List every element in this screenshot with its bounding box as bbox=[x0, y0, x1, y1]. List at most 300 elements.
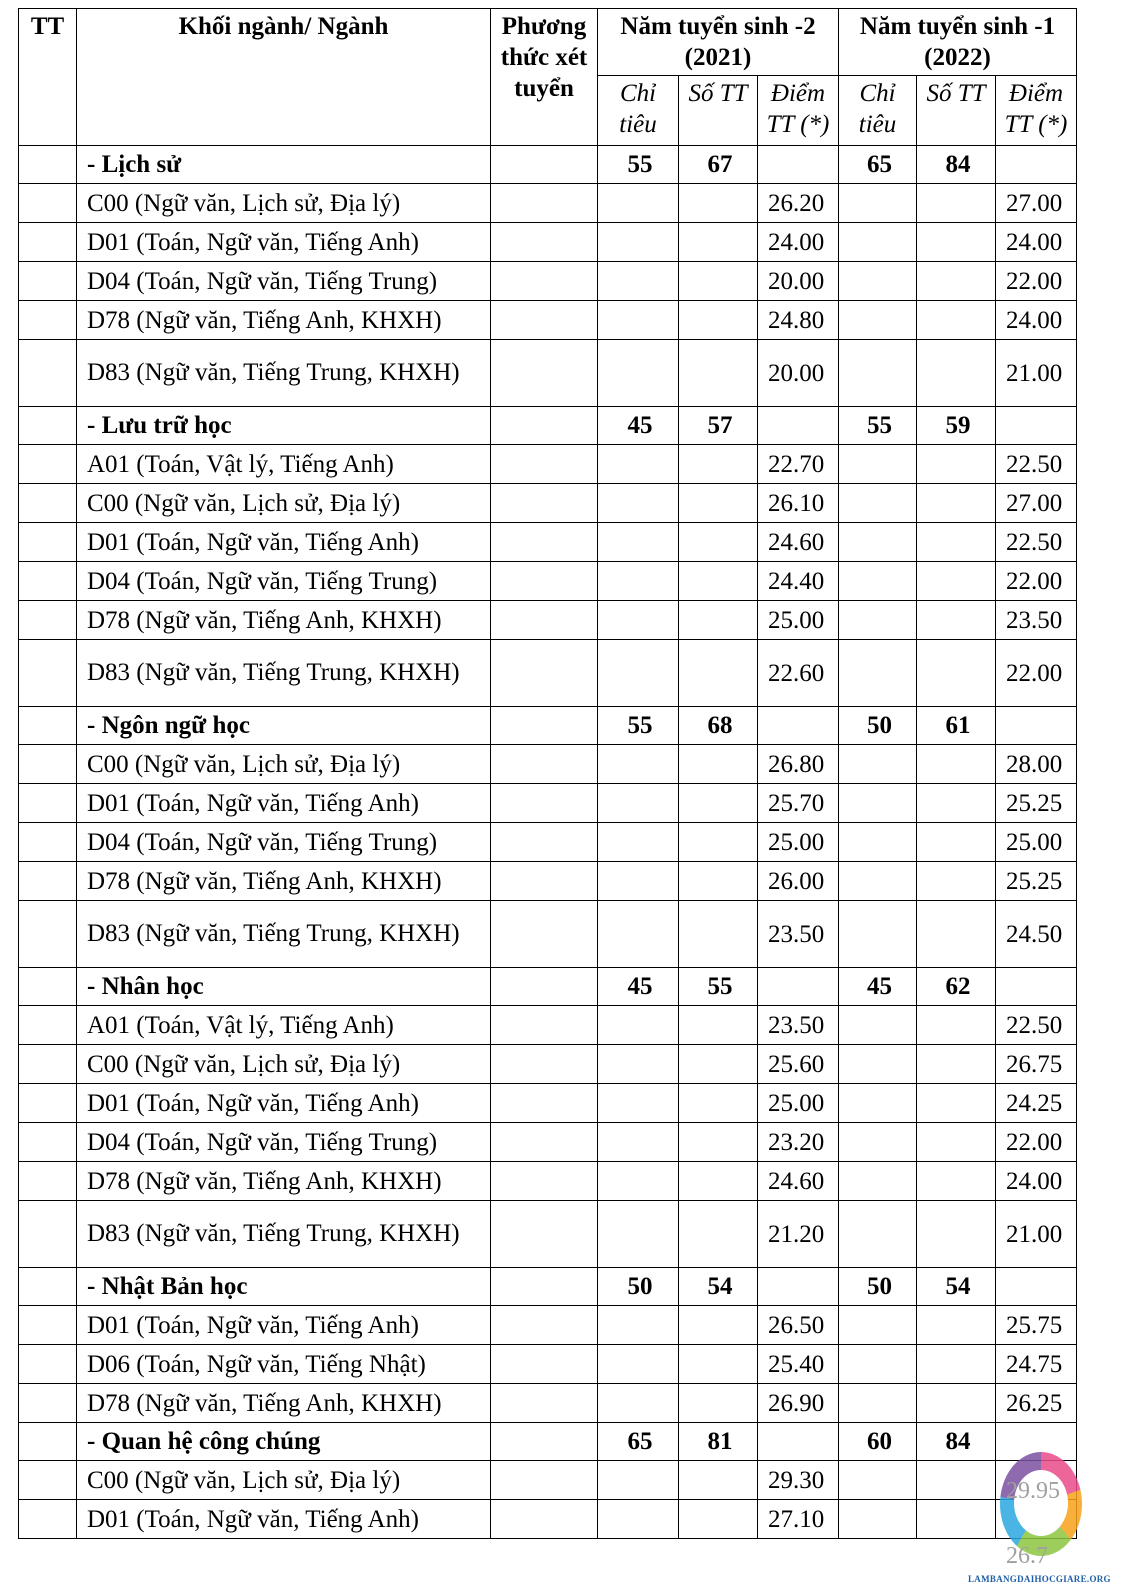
method-cell bbox=[491, 1162, 598, 1201]
watermark: LAMBANGDAIHOCGIARE.ORG bbox=[968, 1574, 1111, 1584]
diem-tt-2022-cell: 22.00 bbox=[996, 262, 1077, 301]
tt-cell bbox=[19, 707, 77, 745]
diem-tt-2022-cell bbox=[996, 146, 1077, 184]
diem-tt-2021-cell: 25.40 bbox=[758, 1345, 839, 1384]
name-cell: D04 (Toán, Ngữ văn, Tiếng Trung) bbox=[77, 823, 491, 862]
chi-tieu-2022-cell bbox=[839, 562, 917, 601]
tt-cell bbox=[19, 1345, 77, 1384]
method-cell bbox=[491, 262, 598, 301]
method-cell bbox=[491, 1268, 598, 1306]
chi-tieu-2022-cell bbox=[839, 523, 917, 562]
tt-cell bbox=[19, 1423, 77, 1461]
name-cell: D01 (Toán, Ngữ văn, Tiếng Anh) bbox=[77, 784, 491, 823]
so-tt-2021-cell bbox=[679, 562, 758, 601]
combination-row bbox=[19, 640, 1077, 707]
tt-cell bbox=[19, 1268, 77, 1306]
name-cell: D04 (Toán, Ngữ văn, Tiếng Trung) bbox=[77, 1123, 491, 1162]
name-cell: C00 (Ngữ văn, Lịch sử, Địa lý) bbox=[77, 1461, 491, 1500]
chi-tieu-2021-cell bbox=[598, 784, 679, 823]
chi-tieu-2021-cell bbox=[598, 1162, 679, 1201]
major-row bbox=[19, 146, 1077, 184]
chi-tieu-2022-cell: 45 bbox=[839, 968, 917, 1006]
header-chi-tieu-2021: Chỉ tiêu bbox=[598, 76, 679, 146]
tt-cell bbox=[19, 1306, 77, 1345]
so-tt-2021-cell bbox=[679, 484, 758, 523]
diem-tt-2022-cell: 24.25 bbox=[996, 1084, 1077, 1123]
name-cell: D01 (Toán, Ngữ văn, Tiếng Anh) bbox=[77, 1084, 491, 1123]
name-cell: C00 (Ngữ văn, Lịch sử, Địa lý) bbox=[77, 184, 491, 223]
combination-row bbox=[19, 1306, 1077, 1345]
major-row bbox=[19, 1268, 1077, 1306]
method-cell bbox=[491, 1006, 598, 1045]
diem-tt-2021-cell bbox=[758, 707, 839, 745]
so-tt-2021-cell bbox=[679, 745, 758, 784]
diem-tt-2021-cell: 26.20 bbox=[758, 184, 839, 223]
so-tt-2022-cell bbox=[917, 523, 996, 562]
tt-cell bbox=[19, 823, 77, 862]
chi-tieu-2022-cell: 55 bbox=[839, 407, 917, 445]
diem-tt-2022-cell: 22.50 bbox=[996, 523, 1077, 562]
chi-tieu-2021-cell bbox=[598, 823, 679, 862]
chi-tieu-2022-cell bbox=[839, 184, 917, 223]
header-diem-tt-2021: Điểm TT (*) bbox=[758, 76, 839, 146]
name-cell: C00 (Ngữ văn, Lịch sử, Địa lý) bbox=[77, 484, 491, 523]
diem-tt-2022-cell: 24.00 bbox=[996, 1162, 1077, 1201]
so-tt-2021-cell bbox=[679, 1123, 758, 1162]
chi-tieu-2021-cell bbox=[598, 301, 679, 340]
so-tt-2021-cell bbox=[679, 901, 758, 968]
header-year-2021: Năm tuyển sinh -2 (2021) bbox=[598, 9, 839, 76]
chi-tieu-2022-cell bbox=[839, 1384, 917, 1423]
tt-cell bbox=[19, 640, 77, 707]
name-cell: D78 (Ngữ văn, Tiếng Anh, KHXH) bbox=[77, 601, 491, 640]
chi-tieu-2021-cell bbox=[598, 184, 679, 223]
header-so-tt-2021: Số TT bbox=[679, 76, 758, 146]
name-cell: D01 (Toán, Ngữ văn, Tiếng Anh) bbox=[77, 1500, 491, 1539]
so-tt-2022-cell bbox=[917, 901, 996, 968]
chi-tieu-2022-cell bbox=[839, 1461, 917, 1500]
tt-cell bbox=[19, 784, 77, 823]
header-chi-tieu-2022: Chỉ tiêu bbox=[839, 76, 917, 146]
name-cell: D83 (Ngữ văn, Tiếng Trung, KHXH) bbox=[77, 901, 491, 968]
chi-tieu-2022-cell bbox=[839, 784, 917, 823]
so-tt-2022-cell bbox=[917, 1045, 996, 1084]
combination-row bbox=[19, 262, 1077, 301]
chi-tieu-2022-cell bbox=[839, 601, 917, 640]
name-cell: A01 (Toán, Vật lý, Tiếng Anh) bbox=[77, 445, 491, 484]
chi-tieu-2022-cell: 60 bbox=[839, 1423, 917, 1461]
diem-tt-2022-cell: 22.00 bbox=[996, 562, 1077, 601]
diem-tt-2021-cell: 25.70 bbox=[758, 784, 839, 823]
diem-tt-2022-cell: 22.00 bbox=[996, 640, 1077, 707]
chi-tieu-2022-cell bbox=[839, 262, 917, 301]
chi-tieu-2021-cell: 55 bbox=[598, 146, 679, 184]
chi-tieu-2021-cell bbox=[598, 523, 679, 562]
chi-tieu-2021-cell bbox=[598, 484, 679, 523]
name-cell: - Nhật Bản học bbox=[77, 1268, 491, 1306]
method-cell bbox=[491, 146, 598, 184]
so-tt-2021-cell: 54 bbox=[679, 1268, 758, 1306]
so-tt-2022-cell bbox=[917, 445, 996, 484]
diem-tt-2021-cell: 24.80 bbox=[758, 301, 839, 340]
diem-tt-2021-cell: 25.00 bbox=[758, 1084, 839, 1123]
so-tt-2022-cell bbox=[917, 1306, 996, 1345]
combination-row bbox=[19, 523, 1077, 562]
diem-tt-2022-cell: 28.00 bbox=[996, 745, 1077, 784]
method-cell bbox=[491, 445, 598, 484]
so-tt-2022-cell bbox=[917, 262, 996, 301]
so-tt-2022-cell bbox=[917, 862, 996, 901]
name-cell: D78 (Ngữ văn, Tiếng Anh, KHXH) bbox=[77, 301, 491, 340]
tt-cell bbox=[19, 184, 77, 223]
name-cell: D78 (Ngữ văn, Tiếng Anh, KHXH) bbox=[77, 1162, 491, 1201]
name-cell: D78 (Ngữ văn, Tiếng Anh, KHXH) bbox=[77, 1384, 491, 1423]
table-body bbox=[19, 146, 1077, 1539]
diem-tt-2021-cell: 22.60 bbox=[758, 640, 839, 707]
so-tt-2022-cell: 59 bbox=[917, 407, 996, 445]
diem-tt-2021-cell bbox=[758, 407, 839, 445]
method-cell bbox=[491, 1423, 598, 1461]
diem-tt-2021-cell: 24.60 bbox=[758, 523, 839, 562]
method-cell bbox=[491, 707, 598, 745]
so-tt-2022-cell bbox=[917, 640, 996, 707]
name-cell: A01 (Toán, Vật lý, Tiếng Anh) bbox=[77, 1006, 491, 1045]
name-cell: C00 (Ngữ văn, Lịch sử, Địa lý) bbox=[77, 1045, 491, 1084]
tt-cell bbox=[19, 301, 77, 340]
method-cell bbox=[491, 968, 598, 1006]
name-cell: D01 (Toán, Ngữ văn, Tiếng Anh) bbox=[77, 223, 491, 262]
tt-cell bbox=[19, 968, 77, 1006]
header-diem-tt-2022: Điểm TT (*) bbox=[996, 76, 1077, 146]
diem-tt-2022-cell: 26.25 bbox=[996, 1384, 1077, 1423]
chi-tieu-2021-cell bbox=[598, 901, 679, 968]
chi-tieu-2022-cell bbox=[839, 340, 917, 407]
so-tt-2022-cell bbox=[917, 745, 996, 784]
tt-cell bbox=[19, 1162, 77, 1201]
diem-tt-2022-cell: 21.00 bbox=[996, 1201, 1077, 1268]
name-cell: - Ngôn ngữ học bbox=[77, 707, 491, 745]
chi-tieu-2022-cell bbox=[839, 640, 917, 707]
method-cell bbox=[491, 823, 598, 862]
tt-cell bbox=[19, 223, 77, 262]
diem-tt-2021-cell: 24.40 bbox=[758, 562, 839, 601]
so-tt-2022-cell: 54 bbox=[917, 1268, 996, 1306]
so-tt-2021-cell bbox=[679, 1461, 758, 1500]
so-tt-2021-cell bbox=[679, 640, 758, 707]
so-tt-2022-cell bbox=[917, 1345, 996, 1384]
combination-row bbox=[19, 901, 1077, 968]
so-tt-2021-cell: 55 bbox=[679, 968, 758, 1006]
chi-tieu-2022-cell bbox=[839, 223, 917, 262]
diem-tt-2021-cell: 23.50 bbox=[758, 901, 839, 968]
diem-tt-2022-cell: 27.00 bbox=[996, 484, 1077, 523]
so-tt-2022-cell: 84 bbox=[917, 1423, 996, 1461]
so-tt-2022-cell: 62 bbox=[917, 968, 996, 1006]
diem-tt-2022-cell bbox=[996, 407, 1077, 445]
diem-tt-2021-cell: 23.20 bbox=[758, 1123, 839, 1162]
chi-tieu-2021-cell bbox=[598, 1201, 679, 1268]
combination-row bbox=[19, 445, 1077, 484]
tt-cell bbox=[19, 862, 77, 901]
combination-row bbox=[19, 223, 1077, 262]
name-cell: D83 (Ngữ văn, Tiếng Trung, KHXH) bbox=[77, 640, 491, 707]
method-cell bbox=[491, 640, 598, 707]
name-cell: D83 (Ngữ văn, Tiếng Trung, KHXH) bbox=[77, 340, 491, 407]
diem-tt-2022-cell: 24.00 bbox=[996, 301, 1077, 340]
combination-row bbox=[19, 301, 1077, 340]
chi-tieu-2022-cell bbox=[839, 1201, 917, 1268]
chi-tieu-2022-cell bbox=[839, 445, 917, 484]
header-year-2022: Năm tuyển sinh -1 (2022) bbox=[839, 9, 1077, 76]
method-cell bbox=[491, 523, 598, 562]
diem-tt-2021-cell: 26.80 bbox=[758, 745, 839, 784]
diem-tt-2021-cell: 20.00 bbox=[758, 340, 839, 407]
so-tt-2022-cell bbox=[917, 562, 996, 601]
chi-tieu-2022-cell bbox=[839, 484, 917, 523]
diem-tt-2021-cell bbox=[758, 146, 839, 184]
chi-tieu-2021-cell bbox=[598, 1084, 679, 1123]
combination-row bbox=[19, 1045, 1077, 1084]
combination-row bbox=[19, 484, 1077, 523]
tt-cell bbox=[19, 1084, 77, 1123]
tt-cell bbox=[19, 262, 77, 301]
chi-tieu-2021-cell bbox=[598, 1500, 679, 1539]
diem-tt-2021-cell: 25.60 bbox=[758, 1045, 839, 1084]
method-cell bbox=[491, 562, 598, 601]
name-cell: - Lịch sử bbox=[77, 146, 491, 184]
combination-row bbox=[19, 823, 1077, 862]
diem-tt-2022-cell: 23.50 bbox=[996, 601, 1077, 640]
major-row bbox=[19, 968, 1077, 1006]
chi-tieu-2021-cell bbox=[598, 262, 679, 301]
diem-tt-2021-cell: 26.90 bbox=[758, 1384, 839, 1423]
combination-row bbox=[19, 784, 1077, 823]
tt-cell bbox=[19, 340, 77, 407]
so-tt-2021-cell bbox=[679, 1084, 758, 1123]
chi-tieu-2021-cell bbox=[598, 445, 679, 484]
so-tt-2022-cell bbox=[917, 1461, 996, 1500]
so-tt-2022-cell bbox=[917, 784, 996, 823]
tt-cell bbox=[19, 745, 77, 784]
name-cell: - Quan hệ công chúng bbox=[77, 1423, 491, 1461]
diem-tt-2022-cell: 22.50 bbox=[996, 445, 1077, 484]
diem-tt-2021-cell: 24.60 bbox=[758, 1162, 839, 1201]
so-tt-2021-cell bbox=[679, 340, 758, 407]
diem-tt-2022-cell: 24.00 bbox=[996, 223, 1077, 262]
chi-tieu-2021-cell bbox=[598, 223, 679, 262]
chi-tieu-2021-cell bbox=[598, 1045, 679, 1084]
chi-tieu-2022-cell bbox=[839, 1162, 917, 1201]
diem-tt-2022-cell: 24.50 bbox=[996, 901, 1077, 968]
diem-tt-2021-cell: 21.20 bbox=[758, 1201, 839, 1268]
diem-tt-2021-cell: 27.10 bbox=[758, 1500, 839, 1539]
method-cell bbox=[491, 862, 598, 901]
chi-tieu-2021-cell bbox=[598, 745, 679, 784]
diem-tt-2022-cell bbox=[996, 707, 1077, 745]
chi-tieu-2021-cell bbox=[598, 601, 679, 640]
so-tt-2022-cell bbox=[917, 1500, 996, 1539]
diem-tt-2022-cell: 27.00 bbox=[996, 184, 1077, 223]
method-cell bbox=[491, 601, 598, 640]
diem-tt-2022-cell bbox=[996, 968, 1077, 1006]
diem-tt-2021-cell: 20.00 bbox=[758, 262, 839, 301]
diem-tt-2021-cell: 25.00 bbox=[758, 823, 839, 862]
so-tt-2021-cell bbox=[679, 223, 758, 262]
so-tt-2021-cell: 67 bbox=[679, 146, 758, 184]
so-tt-2022-cell bbox=[917, 223, 996, 262]
admission-score-table bbox=[18, 8, 1077, 1539]
diem-tt-2021-cell: 23.50 bbox=[758, 1006, 839, 1045]
tt-cell bbox=[19, 1201, 77, 1268]
chi-tieu-2021-cell: 45 bbox=[598, 407, 679, 445]
so-tt-2021-cell bbox=[679, 1162, 758, 1201]
so-tt-2021-cell bbox=[679, 862, 758, 901]
chi-tieu-2021-cell bbox=[598, 1306, 679, 1345]
combination-row bbox=[19, 184, 1077, 223]
tt-cell bbox=[19, 601, 77, 640]
so-tt-2022-cell bbox=[917, 823, 996, 862]
so-tt-2021-cell bbox=[679, 184, 758, 223]
name-cell: D01 (Toán, Ngữ văn, Tiếng Anh) bbox=[77, 1306, 491, 1345]
chi-tieu-2021-cell: 65 bbox=[598, 1423, 679, 1461]
diem-tt-2022-cell: 25.25 bbox=[996, 862, 1077, 901]
method-cell bbox=[491, 1461, 598, 1500]
so-tt-2021-cell bbox=[679, 301, 758, 340]
major-row bbox=[19, 407, 1077, 445]
method-cell bbox=[491, 1201, 598, 1268]
so-tt-2022-cell bbox=[917, 340, 996, 407]
method-cell bbox=[491, 1500, 598, 1539]
method-cell bbox=[491, 901, 598, 968]
combination-row bbox=[19, 1201, 1077, 1268]
chi-tieu-2022-cell: 50 bbox=[839, 1268, 917, 1306]
tt-cell bbox=[19, 445, 77, 484]
chi-tieu-2021-cell: 55 bbox=[598, 707, 679, 745]
name-cell: D78 (Ngữ văn, Tiếng Anh, KHXH) bbox=[77, 862, 491, 901]
combination-row bbox=[19, 340, 1077, 407]
diem-tt-2022-cell: 25.75 bbox=[996, 1306, 1077, 1345]
combination-row bbox=[19, 1006, 1077, 1045]
so-tt-2022-cell: 61 bbox=[917, 707, 996, 745]
header-major: Khối ngành/ Ngành bbox=[77, 9, 491, 146]
chi-tieu-2021-cell bbox=[598, 1384, 679, 1423]
chi-tieu-2022-cell bbox=[839, 1006, 917, 1045]
so-tt-2021-cell bbox=[679, 1500, 758, 1539]
tt-cell bbox=[19, 1045, 77, 1084]
chi-tieu-2021-cell bbox=[598, 1345, 679, 1384]
so-tt-2021-cell bbox=[679, 1345, 758, 1384]
method-cell bbox=[491, 407, 598, 445]
chi-tieu-2021-cell bbox=[598, 1461, 679, 1500]
chi-tieu-2022-cell bbox=[839, 823, 917, 862]
tt-cell bbox=[19, 484, 77, 523]
so-tt-2021-cell bbox=[679, 601, 758, 640]
tt-cell bbox=[19, 146, 77, 184]
chi-tieu-2022-cell bbox=[839, 901, 917, 968]
method-cell bbox=[491, 184, 598, 223]
diem-tt-2021-cell: 25.00 bbox=[758, 601, 839, 640]
chi-tieu-2022-cell bbox=[839, 745, 917, 784]
diem-tt-2022-cell: 25.25 bbox=[996, 784, 1077, 823]
chi-tieu-2022-cell bbox=[839, 862, 917, 901]
combination-row bbox=[19, 1123, 1077, 1162]
tt-cell bbox=[19, 1500, 77, 1539]
diem-tt-2021-cell: 26.00 bbox=[758, 862, 839, 901]
so-tt-2021-cell bbox=[679, 1384, 758, 1423]
so-tt-2021-cell bbox=[679, 823, 758, 862]
method-cell bbox=[491, 1345, 598, 1384]
method-cell bbox=[491, 1045, 598, 1084]
tt-cell bbox=[19, 1006, 77, 1045]
diem-tt-2021-cell bbox=[758, 1268, 839, 1306]
header-tt: TT bbox=[19, 9, 77, 146]
so-tt-2022-cell bbox=[917, 1201, 996, 1268]
combination-row bbox=[19, 1500, 1077, 1539]
so-tt-2021-cell bbox=[679, 1201, 758, 1268]
so-tt-2022-cell bbox=[917, 1084, 996, 1123]
so-tt-2022-cell bbox=[917, 1123, 996, 1162]
so-tt-2021-cell: 57 bbox=[679, 407, 758, 445]
so-tt-2021-cell bbox=[679, 445, 758, 484]
combination-row bbox=[19, 862, 1077, 901]
logo-text-bottom: 26.7 bbox=[1006, 1543, 1048, 1569]
diem-tt-2022-cell: 22.50 bbox=[996, 1006, 1077, 1045]
method-cell bbox=[491, 1084, 598, 1123]
name-cell: - Lưu trữ học bbox=[77, 407, 491, 445]
method-cell bbox=[491, 484, 598, 523]
name-cell: - Nhân học bbox=[77, 968, 491, 1006]
combination-row bbox=[19, 562, 1077, 601]
diem-tt-2022-cell: 21.00 bbox=[996, 340, 1077, 407]
chi-tieu-2022-cell bbox=[839, 1084, 917, 1123]
chi-tieu-2021-cell: 45 bbox=[598, 968, 679, 1006]
so-tt-2022-cell: 84 bbox=[917, 146, 996, 184]
chi-tieu-2021-cell bbox=[598, 862, 679, 901]
name-cell: D83 (Ngữ văn, Tiếng Trung, KHXH) bbox=[77, 1201, 491, 1268]
chi-tieu-2022-cell bbox=[839, 1500, 917, 1539]
diem-tt-2021-cell bbox=[758, 968, 839, 1006]
so-tt-2021-cell bbox=[679, 523, 758, 562]
combination-row bbox=[19, 1345, 1077, 1384]
combination-row bbox=[19, 1461, 1077, 1500]
diem-tt-2021-cell: 24.00 bbox=[758, 223, 839, 262]
so-tt-2021-cell bbox=[679, 1306, 758, 1345]
name-cell: D04 (Toán, Ngữ văn, Tiếng Trung) bbox=[77, 262, 491, 301]
diem-tt-2021-cell: 26.10 bbox=[758, 484, 839, 523]
tt-cell bbox=[19, 1123, 77, 1162]
name-cell: D06 (Toán, Ngữ văn, Tiếng Nhật) bbox=[77, 1345, 491, 1384]
so-tt-2022-cell bbox=[917, 1162, 996, 1201]
method-cell bbox=[491, 223, 598, 262]
diem-tt-2021-cell: 29.30 bbox=[758, 1461, 839, 1500]
chi-tieu-2022-cell: 65 bbox=[839, 146, 917, 184]
name-cell: D01 (Toán, Ngữ văn, Tiếng Anh) bbox=[77, 523, 491, 562]
so-tt-2021-cell: 68 bbox=[679, 707, 758, 745]
name-cell: D04 (Toán, Ngữ văn, Tiếng Trung) bbox=[77, 562, 491, 601]
tt-cell bbox=[19, 1384, 77, 1423]
combination-row bbox=[19, 745, 1077, 784]
major-row bbox=[19, 707, 1077, 745]
diem-tt-2022-cell: 24.75 bbox=[996, 1345, 1077, 1384]
tt-cell bbox=[19, 1461, 77, 1500]
so-tt-2022-cell bbox=[917, 301, 996, 340]
diem-tt-2021-cell: 22.70 bbox=[758, 445, 839, 484]
method-cell bbox=[491, 1384, 598, 1423]
method-cell bbox=[491, 340, 598, 407]
so-tt-2022-cell bbox=[917, 1384, 996, 1423]
diem-tt-2022-cell: 25.00 bbox=[996, 823, 1077, 862]
header-so-tt-2022: Số TT bbox=[917, 76, 996, 146]
